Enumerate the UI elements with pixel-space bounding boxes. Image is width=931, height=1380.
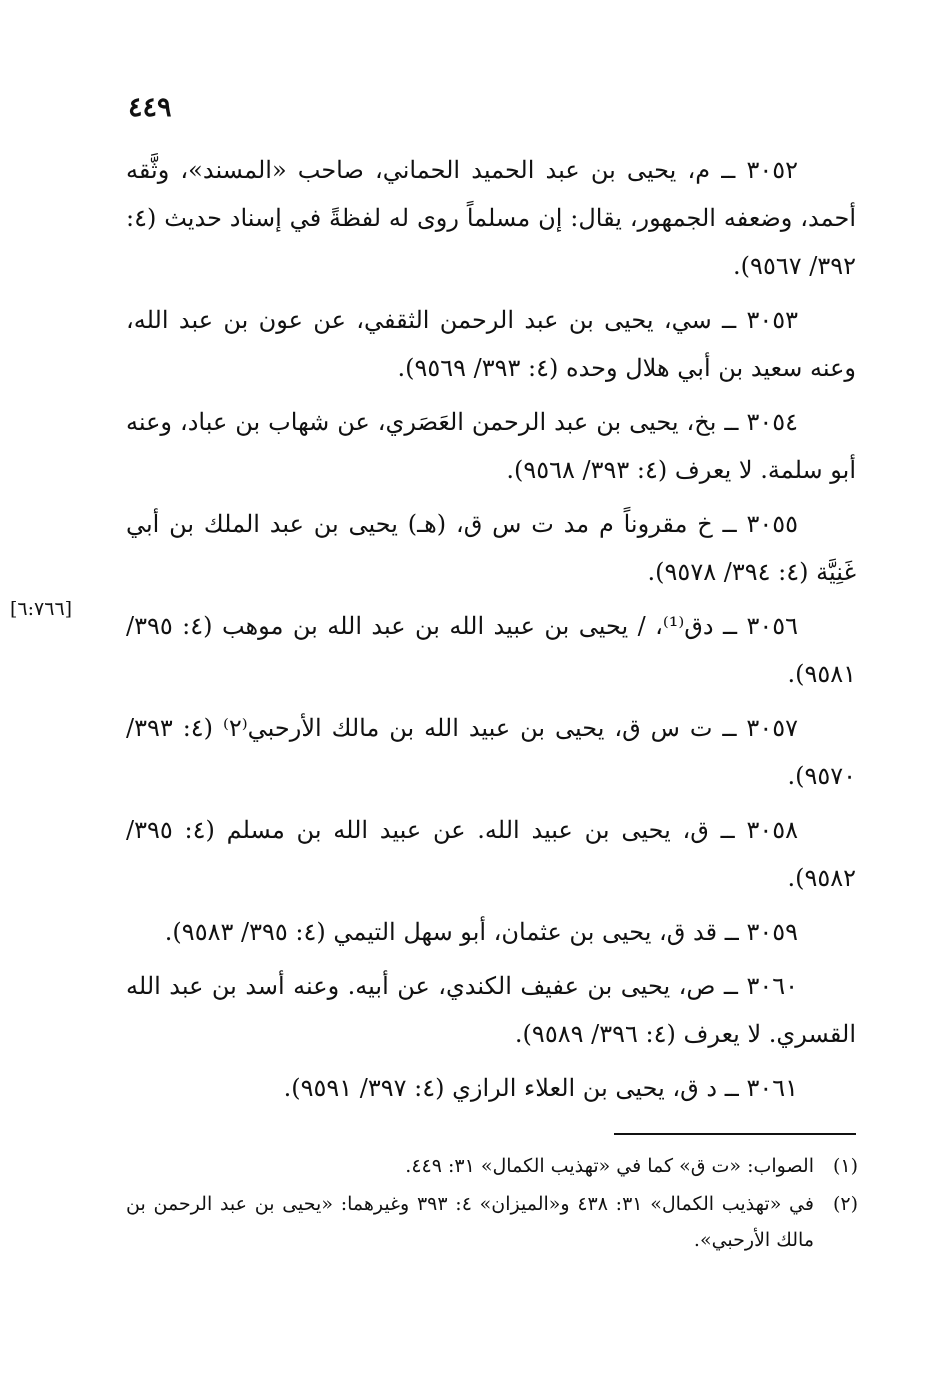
entry-3058: ٣٠٥٨ ــ ق، يحيى بن عبيد الله. عن عبيد الله بن مسلم (٤: ٣٩٥/ ٩٥٨٢). bbox=[126, 816, 856, 892]
entry-3057: ٣٠٥٧ ــ ت س ق، يحيى بن عبيد الله بن مالك الأرحبي⁽٢⁾ (٤: ٣٩٣/ ٩٥٧٠). bbox=[126, 714, 856, 790]
entry-3056: ٣٠٥٦ ــ دق⁽¹⁾، / يحيى بن عبيد الله بن عبد الله بن موهب (٤: ٣٩٥/ ٩٥٨١). bbox=[126, 612, 856, 688]
footnote-text: في «تهذيب الكمال» ٣١: ٤٣٨ و«الميزان» ٤: ٣٩٣ وغيرهما: «يحيى بن عبد الرحمن بن مالك الأرحبي». bbox=[126, 1193, 814, 1251]
entry-3052: ٣٠٥٢ ــ م، يحيى بن عبد الحميد الحماني، صاحب «المسند»، وثَّقه أحمد، وضعفه الجمهور، يقال: إن مسلماً روى له لفظةً في إسناد حديث (٤: ٣٩٢/ ٩٥٦٧). bbox=[126, 156, 856, 280]
entry-3055: ٣٠٥٥ ــ خ مقروناً م مد ت س ق، (هـ) يحيى بن عبد الملك بن أبي غَنِيَّة (٤: ٣٩٤/ ٩٥٧٨). bbox=[126, 510, 856, 586]
entry-3061: ٣٠٦١ ــ د ق، يحيى بن العلاء الرازي (٤: ٣٩٧/ ٩٥٩١). bbox=[283, 1074, 798, 1102]
footnote-2 bbox=[126, 1186, 858, 1258]
entry-3054: ٣٠٥٤ ــ بخ، يحيى بن عبد الرحمن العَصَري، عن شهاب بن عباد، وعنه أبو سلمة. لا يعرف (٤: ٣٩٣/ ٩٥٦٨). bbox=[126, 408, 856, 484]
footnote-number: (٢) bbox=[832, 1193, 858, 1215]
footnote-number: (١) bbox=[832, 1155, 858, 1177]
entry-3059: ٣٠٥٩ ــ قد ق، يحيى بن عثمان، أبو سهل التيمي (٤: ٣٩٥/ ٩٥٨٣). bbox=[164, 918, 798, 946]
footnote-divider bbox=[614, 1133, 856, 1135]
entry-3060: ٣٠٦٠ ــ ص، يحيى بن عفيف الكندي، عن أبيه. وعنه أسد بن عبد الله القسري. لا يعرف (٤: ٣٩٦/ ٩٥٨٩). bbox=[126, 972, 856, 1048]
entries-list bbox=[126, 146, 856, 1118]
entry-3053: ٣٠٥٣ ــ سي، يحيى بن عبد الرحمن الثقفي، عن عون بن عبد الله، وعنه سعيد بن أبي هلال وحده (٤: ٣٩٣/ ٩٥٦٩). bbox=[126, 306, 856, 382]
page-number: ٤٤٩ bbox=[128, 92, 172, 123]
footnote-1 bbox=[126, 1148, 858, 1184]
margin-reference: [٦:٧٦٦] bbox=[10, 598, 73, 620]
footnotes bbox=[126, 1148, 858, 1260]
footnote-text: الصواب: «ت ق» كما في «تهذيب الكمال» ٣١: ٤٤٩. bbox=[405, 1155, 814, 1177]
